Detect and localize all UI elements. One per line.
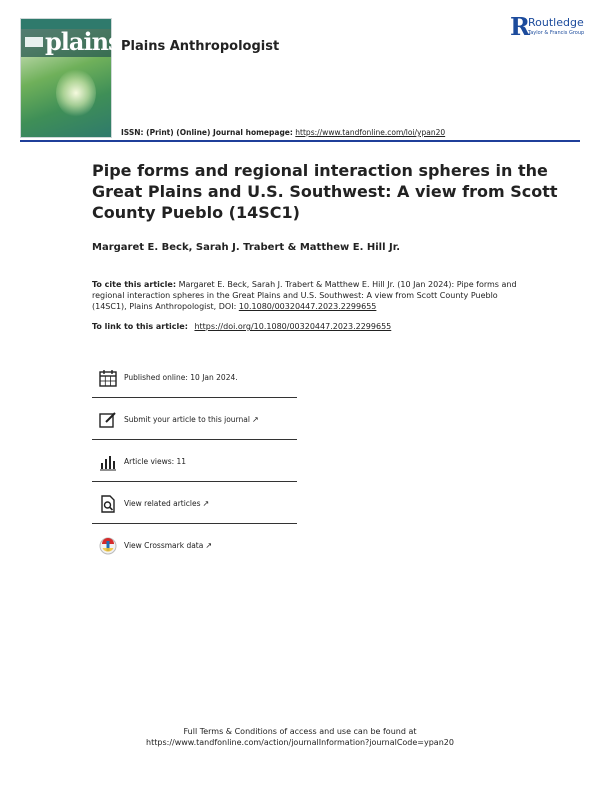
article-views-row — [92, 442, 297, 482]
journal-homepage-link[interactable]: https://www.tandfonline.com/loi/ypan20 — [295, 128, 446, 137]
footer-terms-text: Full Terms & Conditions of access and use can be found at — [183, 727, 417, 736]
footer-terms-link[interactable]: https://www.tandfonline.com/action/journalInformation?journalCode=ypan20 — [146, 738, 454, 747]
publisher-name: Routledge — [528, 16, 584, 29]
cite-label: To cite this article: — [92, 280, 177, 289]
doi-link[interactable]: 10.1080/00320447.2023.2299655 — [238, 302, 377, 311]
divider — [92, 481, 297, 482]
publisher-tagline: Taylor & Francis Group — [528, 30, 585, 36]
related-articles-icon — [99, 495, 117, 513]
issn-line — [121, 128, 445, 137]
article-authors: Margaret E. Beck, Sarah J. Trabert & Matthew E. Hill Jr. — [92, 242, 401, 253]
related-articles-label: View related articles — [124, 499, 201, 508]
divider — [92, 523, 297, 524]
related-articles-link[interactable] — [124, 499, 209, 508]
citation-block — [92, 279, 522, 312]
divider — [92, 397, 297, 398]
external-link-icon: ↗ — [205, 541, 213, 550]
article-title: Pipe forms and regional interaction spheres in the Great Plains and U.S. Southwest: A view from Scott County Pueblo (14SC1) — [92, 161, 558, 222]
edit-icon — [99, 411, 117, 429]
external-link-icon: ↗ — [202, 499, 210, 508]
submit-article-row[interactable] — [92, 400, 297, 440]
link-label: To link to this article: — [92, 322, 188, 331]
routledge-r-icon: R — [510, 12, 530, 41]
cover-logo: plains — [45, 27, 121, 56]
bar-chart-icon — [99, 453, 117, 471]
cover-badge — [25, 37, 43, 47]
calendar-icon — [99, 369, 117, 387]
divider — [92, 439, 297, 440]
submit-article-label: Submit your article to this journal — [124, 415, 250, 424]
cover-map-highlight — [56, 69, 96, 117]
journal-name: Plains Anthropologist — [121, 39, 280, 54]
article-views-label: Article views: 11 — [124, 457, 187, 466]
crossmark-icon — [99, 537, 117, 555]
crossmark-label: View Crossmark data — [124, 541, 204, 550]
submit-article-link[interactable] — [124, 415, 259, 424]
article-link-line — [92, 322, 391, 331]
published-online-label: Published online: 10 Jan 2024. — [124, 373, 238, 382]
header-rule — [20, 140, 580, 142]
publisher-logo — [510, 14, 590, 42]
related-articles-row[interactable] — [92, 484, 297, 524]
crossmark-row[interactable] — [92, 526, 297, 566]
journal-cover — [20, 18, 121, 138]
crossmark-link[interactable] — [124, 541, 212, 550]
issn-prefix: ISSN: (Print) (Online) Journal homepage: — [121, 128, 293, 137]
cite-text: Margaret E. Beck, Sarah J. Trabert & Matthew E. Hill Jr. (10 Jan 2024): Pipe forms and regional interaction spheres in the Great Plains and U.S. Southwest: A view from Scott County Pueblo (14SC1), Plains Anthropologist, DOI: — [92, 280, 517, 311]
published-online-row — [92, 358, 297, 398]
footer — [0, 726, 600, 748]
article-url-link[interactable]: https://doi.org/10.1080/00320447.2023.2299655 — [194, 322, 392, 331]
external-link-icon: ↗ — [251, 415, 259, 424]
